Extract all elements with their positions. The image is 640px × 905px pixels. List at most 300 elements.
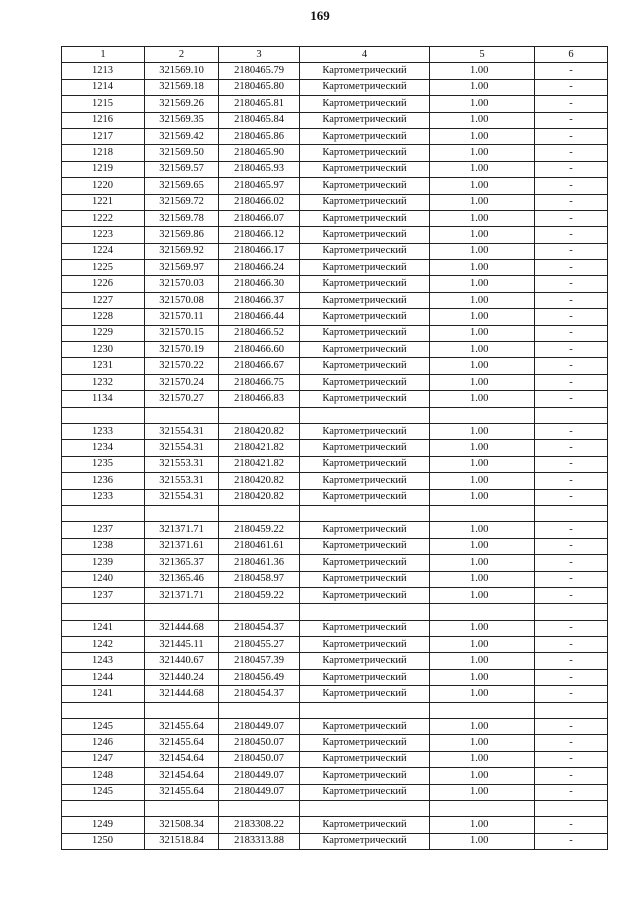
- point-number-cell: 1218: [62, 145, 145, 161]
- description-cell: -: [535, 260, 608, 276]
- point-number-cell: 1240: [62, 571, 145, 587]
- empty-cell: [535, 702, 608, 718]
- empty-cell: [145, 604, 219, 620]
- accuracy-cell: 1.00: [430, 669, 535, 685]
- table-row: [62, 620, 608, 636]
- accuracy-cell: 1.00: [430, 96, 535, 112]
- y-coordinate-cell: 2180466.83: [219, 391, 300, 407]
- method-cell: Картометрический: [300, 325, 430, 341]
- y-coordinate-cell: 2180466.24: [219, 260, 300, 276]
- point-number-cell: 1233: [62, 423, 145, 439]
- column-header: 2: [145, 47, 219, 63]
- accuracy-cell: 1.00: [430, 817, 535, 833]
- x-coordinate-cell: 321570.08: [145, 292, 219, 308]
- description-cell: -: [535, 817, 608, 833]
- empty-cell: [219, 800, 300, 816]
- method-cell: Картометрический: [300, 669, 430, 685]
- table-row: [62, 243, 608, 259]
- y-coordinate-cell: 2180420.82: [219, 489, 300, 505]
- method-cell: Картометрический: [300, 587, 430, 603]
- method-cell: Картометрический: [300, 456, 430, 472]
- point-number-cell: 1249: [62, 817, 145, 833]
- x-coordinate-cell: 321454.64: [145, 768, 219, 784]
- method-cell: Картометрический: [300, 210, 430, 226]
- method-cell: Картометрический: [300, 538, 430, 554]
- method-cell: Картометрический: [300, 145, 430, 161]
- description-cell: -: [535, 538, 608, 554]
- table-row: [62, 292, 608, 308]
- x-coordinate-cell: 321570.15: [145, 325, 219, 341]
- point-number-cell: 1246: [62, 735, 145, 751]
- accuracy-cell: 1.00: [430, 145, 535, 161]
- accuracy-cell: 1.00: [430, 260, 535, 276]
- empty-cell: [430, 604, 535, 620]
- x-coordinate-cell: 321570.11: [145, 309, 219, 325]
- method-cell: Картометрический: [300, 358, 430, 374]
- y-coordinate-cell: 2180466.75: [219, 374, 300, 390]
- table-row: [62, 833, 608, 849]
- method-cell: Картометрический: [300, 473, 430, 489]
- accuracy-cell: 1.00: [430, 243, 535, 259]
- y-coordinate-cell: 2180420.82: [219, 423, 300, 439]
- table-row: [62, 538, 608, 554]
- point-number-cell: 1230: [62, 342, 145, 358]
- y-coordinate-cell: 2180456.49: [219, 669, 300, 685]
- description-cell: -: [535, 194, 608, 210]
- empty-cell: [535, 505, 608, 521]
- method-cell: Картометрический: [300, 489, 430, 505]
- empty-cell: [219, 702, 300, 718]
- y-coordinate-cell: 2180449.07: [219, 784, 300, 800]
- y-coordinate-cell: 2180454.37: [219, 620, 300, 636]
- column-header: 1: [62, 47, 145, 63]
- point-number-cell: 1239: [62, 555, 145, 571]
- table-row: [62, 423, 608, 439]
- table-row: [62, 555, 608, 571]
- description-cell: -: [535, 473, 608, 489]
- table-row: [62, 440, 608, 456]
- empty-cell: [535, 604, 608, 620]
- x-coordinate-cell: 321445.11: [145, 637, 219, 653]
- y-coordinate-cell: 2180459.22: [219, 587, 300, 603]
- point-number-cell: 1237: [62, 522, 145, 538]
- point-number-cell: 1241: [62, 620, 145, 636]
- method-cell: Картометрический: [300, 276, 430, 292]
- point-number-cell: 1244: [62, 669, 145, 685]
- accuracy-cell: 1.00: [430, 768, 535, 784]
- x-coordinate-cell: 321554.31: [145, 489, 219, 505]
- empty-cell: [62, 702, 145, 718]
- table-row: [62, 571, 608, 587]
- description-cell: -: [535, 423, 608, 439]
- x-coordinate-cell: 321569.18: [145, 79, 219, 95]
- x-coordinate-cell: 321570.22: [145, 358, 219, 374]
- accuracy-cell: 1.00: [430, 178, 535, 194]
- empty-cell: [300, 702, 430, 718]
- method-cell: Картометрический: [300, 194, 430, 210]
- table-separator-row: [62, 505, 608, 521]
- description-cell: -: [535, 522, 608, 538]
- description-cell: -: [535, 653, 608, 669]
- empty-cell: [219, 604, 300, 620]
- point-number-cell: 1216: [62, 112, 145, 128]
- table-row: [62, 194, 608, 210]
- method-cell: Картометрический: [300, 555, 430, 571]
- method-cell: Картометрический: [300, 637, 430, 653]
- empty-cell: [300, 407, 430, 423]
- accuracy-cell: 1.00: [430, 620, 535, 636]
- accuracy-cell: 1.00: [430, 325, 535, 341]
- table-row: [62, 145, 608, 161]
- x-coordinate-cell: 321454.64: [145, 751, 219, 767]
- x-coordinate-cell: 321570.24: [145, 374, 219, 390]
- accuracy-cell: 1.00: [430, 555, 535, 571]
- y-coordinate-cell: 2180465.90: [219, 145, 300, 161]
- x-coordinate-cell: 321444.68: [145, 686, 219, 702]
- description-cell: -: [535, 833, 608, 849]
- table-row: [62, 325, 608, 341]
- x-coordinate-cell: 321553.31: [145, 456, 219, 472]
- description-cell: -: [535, 686, 608, 702]
- accuracy-cell: 1.00: [430, 79, 535, 95]
- y-coordinate-cell: 2180466.52: [219, 325, 300, 341]
- method-cell: Картометрический: [300, 260, 430, 276]
- y-coordinate-cell: 2180466.44: [219, 309, 300, 325]
- empty-cell: [430, 800, 535, 816]
- y-coordinate-cell: 2180466.12: [219, 227, 300, 243]
- method-cell: Картометрический: [300, 653, 430, 669]
- description-cell: -: [535, 571, 608, 587]
- x-coordinate-cell: 321553.31: [145, 473, 219, 489]
- description-cell: -: [535, 440, 608, 456]
- table-row: [62, 342, 608, 358]
- accuracy-cell: 1.00: [430, 784, 535, 800]
- table-row: [62, 719, 608, 735]
- point-number-cell: 1242: [62, 637, 145, 653]
- table-row: [62, 489, 608, 505]
- description-cell: -: [535, 719, 608, 735]
- table-row: [62, 309, 608, 325]
- description-cell: -: [535, 227, 608, 243]
- description-cell: -: [535, 735, 608, 751]
- table-row: [62, 178, 608, 194]
- y-coordinate-cell: 2180449.07: [219, 768, 300, 784]
- empty-cell: [430, 407, 535, 423]
- y-coordinate-cell: 2180459.22: [219, 522, 300, 538]
- point-number-cell: 1236: [62, 473, 145, 489]
- x-coordinate-cell: 321371.71: [145, 522, 219, 538]
- method-cell: Картометрический: [300, 227, 430, 243]
- x-coordinate-cell: 321569.86: [145, 227, 219, 243]
- y-coordinate-cell: 2180466.30: [219, 276, 300, 292]
- column-header: 5: [430, 47, 535, 63]
- accuracy-cell: 1.00: [430, 522, 535, 538]
- coordinates-table: [61, 46, 608, 850]
- point-number-cell: 1250: [62, 833, 145, 849]
- accuracy-cell: 1.00: [430, 374, 535, 390]
- method-cell: Картометрический: [300, 63, 430, 79]
- x-coordinate-cell: 321569.10: [145, 63, 219, 79]
- y-coordinate-cell: 2183308.22: [219, 817, 300, 833]
- table-row: [62, 276, 608, 292]
- accuracy-cell: 1.00: [430, 112, 535, 128]
- x-coordinate-cell: 321570.27: [145, 391, 219, 407]
- y-coordinate-cell: 2180465.93: [219, 161, 300, 177]
- accuracy-cell: 1.00: [430, 456, 535, 472]
- description-cell: -: [535, 145, 608, 161]
- table-row: [62, 374, 608, 390]
- method-cell: Картометрический: [300, 784, 430, 800]
- method-cell: Картометрический: [300, 522, 430, 538]
- x-coordinate-cell: 321455.64: [145, 719, 219, 735]
- accuracy-cell: 1.00: [430, 719, 535, 735]
- y-coordinate-cell: 2180455.27: [219, 637, 300, 653]
- method-cell: Картометрический: [300, 571, 430, 587]
- y-coordinate-cell: 2180461.61: [219, 538, 300, 554]
- table-header-row: [62, 47, 608, 63]
- method-cell: Картометрический: [300, 79, 430, 95]
- accuracy-cell: 1.00: [430, 292, 535, 308]
- table-row: [62, 260, 608, 276]
- table-row: [62, 96, 608, 112]
- empty-cell: [62, 505, 145, 521]
- empty-cell: [535, 800, 608, 816]
- table-row: [62, 358, 608, 374]
- x-coordinate-cell: 321554.31: [145, 440, 219, 456]
- point-number-cell: 1234: [62, 440, 145, 456]
- x-coordinate-cell: 321440.24: [145, 669, 219, 685]
- point-number-cell: 1245: [62, 784, 145, 800]
- table-row: [62, 128, 608, 144]
- accuracy-cell: 1.00: [430, 587, 535, 603]
- accuracy-cell: 1.00: [430, 63, 535, 79]
- y-coordinate-cell: 2180466.67: [219, 358, 300, 374]
- x-coordinate-cell: 321444.68: [145, 620, 219, 636]
- y-coordinate-cell: 2180458.97: [219, 571, 300, 587]
- method-cell: Картометрический: [300, 243, 430, 259]
- x-coordinate-cell: 321569.78: [145, 210, 219, 226]
- table-row: [62, 161, 608, 177]
- method-cell: Картометрический: [300, 112, 430, 128]
- method-cell: Картометрический: [300, 178, 430, 194]
- point-number-cell: 1241: [62, 686, 145, 702]
- point-number-cell: 1238: [62, 538, 145, 554]
- table-row: [62, 210, 608, 226]
- point-number-cell: 1235: [62, 456, 145, 472]
- x-coordinate-cell: 321365.37: [145, 555, 219, 571]
- empty-cell: [430, 702, 535, 718]
- x-coordinate-cell: 321570.19: [145, 342, 219, 358]
- point-number-cell: 1215: [62, 96, 145, 112]
- method-cell: Картометрический: [300, 751, 430, 767]
- description-cell: -: [535, 243, 608, 259]
- table-row: [62, 751, 608, 767]
- method-cell: Картометрический: [300, 96, 430, 112]
- description-cell: -: [535, 309, 608, 325]
- point-number-cell: 1243: [62, 653, 145, 669]
- accuracy-cell: 1.00: [430, 473, 535, 489]
- table-row: [62, 587, 608, 603]
- point-number-cell: 1213: [62, 63, 145, 79]
- table-separator-row: [62, 407, 608, 423]
- table-row: [62, 79, 608, 95]
- point-number-cell: 1221: [62, 194, 145, 210]
- point-number-cell: 1237: [62, 587, 145, 603]
- empty-cell: [145, 800, 219, 816]
- description-cell: -: [535, 456, 608, 472]
- accuracy-cell: 1.00: [430, 489, 535, 505]
- table-row: [62, 637, 608, 653]
- table-row: [62, 112, 608, 128]
- accuracy-cell: 1.00: [430, 210, 535, 226]
- description-cell: -: [535, 325, 608, 341]
- method-cell: Картометрический: [300, 423, 430, 439]
- y-coordinate-cell: 2180421.82: [219, 456, 300, 472]
- description-cell: -: [535, 112, 608, 128]
- accuracy-cell: 1.00: [430, 276, 535, 292]
- description-cell: -: [535, 751, 608, 767]
- y-coordinate-cell: 2183313.88: [219, 833, 300, 849]
- table-separator-row: [62, 604, 608, 620]
- empty-cell: [219, 407, 300, 423]
- method-cell: Картометрический: [300, 817, 430, 833]
- x-coordinate-cell: 321554.31: [145, 423, 219, 439]
- y-coordinate-cell: 2180465.80: [219, 79, 300, 95]
- method-cell: Картометрический: [300, 128, 430, 144]
- empty-cell: [62, 800, 145, 816]
- description-cell: -: [535, 489, 608, 505]
- table-row: [62, 784, 608, 800]
- table-row: [62, 227, 608, 243]
- y-coordinate-cell: 2180465.97: [219, 178, 300, 194]
- description-cell: -: [535, 784, 608, 800]
- y-coordinate-cell: 2180457.39: [219, 653, 300, 669]
- description-cell: -: [535, 342, 608, 358]
- accuracy-cell: 1.00: [430, 358, 535, 374]
- y-coordinate-cell: 2180465.86: [219, 128, 300, 144]
- method-cell: Картометрический: [300, 342, 430, 358]
- point-number-cell: 1217: [62, 128, 145, 144]
- x-coordinate-cell: 321569.97: [145, 260, 219, 276]
- y-coordinate-cell: 2180454.37: [219, 686, 300, 702]
- description-cell: -: [535, 374, 608, 390]
- x-coordinate-cell: 321365.46: [145, 571, 219, 587]
- description-cell: -: [535, 391, 608, 407]
- table-row: [62, 817, 608, 833]
- page-number: 169: [310, 8, 330, 23]
- point-number-cell: 1232: [62, 374, 145, 390]
- point-number-cell: 1214: [62, 79, 145, 95]
- table-row: [62, 391, 608, 407]
- x-coordinate-cell: 321371.71: [145, 587, 219, 603]
- x-coordinate-cell: 321569.65: [145, 178, 219, 194]
- y-coordinate-cell: 2180465.81: [219, 96, 300, 112]
- description-cell: -: [535, 178, 608, 194]
- y-coordinate-cell: 2180466.37: [219, 292, 300, 308]
- table-separator-row: [62, 800, 608, 816]
- description-cell: -: [535, 276, 608, 292]
- x-coordinate-cell: 321569.57: [145, 161, 219, 177]
- x-coordinate-cell: 321569.92: [145, 243, 219, 259]
- x-coordinate-cell: 321440.67: [145, 653, 219, 669]
- method-cell: Картометрический: [300, 719, 430, 735]
- y-coordinate-cell: 2180461.36: [219, 555, 300, 571]
- description-cell: -: [535, 128, 608, 144]
- empty-cell: [145, 702, 219, 718]
- empty-cell: [300, 505, 430, 521]
- accuracy-cell: 1.00: [430, 161, 535, 177]
- description-cell: -: [535, 768, 608, 784]
- method-cell: Картометрический: [300, 768, 430, 784]
- accuracy-cell: 1.00: [430, 637, 535, 653]
- description-cell: -: [535, 637, 608, 653]
- method-cell: Картометрический: [300, 161, 430, 177]
- method-cell: Картометрический: [300, 833, 430, 849]
- point-number-cell: 1231: [62, 358, 145, 374]
- table-row: [62, 735, 608, 751]
- y-coordinate-cell: 2180466.02: [219, 194, 300, 210]
- x-coordinate-cell: 321569.72: [145, 194, 219, 210]
- accuracy-cell: 1.00: [430, 440, 535, 456]
- x-coordinate-cell: 321518.84: [145, 833, 219, 849]
- method-cell: Картометрический: [300, 686, 430, 702]
- point-number-cell: 1229: [62, 325, 145, 341]
- empty-cell: [62, 604, 145, 620]
- empty-cell: [219, 505, 300, 521]
- x-coordinate-cell: 321371.61: [145, 538, 219, 554]
- x-coordinate-cell: 321569.26: [145, 96, 219, 112]
- accuracy-cell: 1.00: [430, 423, 535, 439]
- x-coordinate-cell: 321570.03: [145, 276, 219, 292]
- y-coordinate-cell: 2180450.07: [219, 751, 300, 767]
- x-coordinate-cell: 321569.42: [145, 128, 219, 144]
- accuracy-cell: 1.00: [430, 833, 535, 849]
- empty-cell: [300, 800, 430, 816]
- y-coordinate-cell: 2180466.60: [219, 342, 300, 358]
- description-cell: -: [535, 555, 608, 571]
- description-cell: -: [535, 358, 608, 374]
- y-coordinate-cell: 2180465.84: [219, 112, 300, 128]
- point-number-cell: 1226: [62, 276, 145, 292]
- x-coordinate-cell: 321508.34: [145, 817, 219, 833]
- column-header: 4: [300, 47, 430, 63]
- accuracy-cell: 1.00: [430, 391, 535, 407]
- accuracy-cell: 1.00: [430, 653, 535, 669]
- table-row: [62, 669, 608, 685]
- point-number-cell: 1227: [62, 292, 145, 308]
- accuracy-cell: 1.00: [430, 227, 535, 243]
- description-cell: -: [535, 587, 608, 603]
- table-row: [62, 63, 608, 79]
- accuracy-cell: 1.00: [430, 342, 535, 358]
- table-row: [62, 653, 608, 669]
- table-row: [62, 473, 608, 489]
- point-number-cell: 1134: [62, 391, 145, 407]
- table-row: [62, 686, 608, 702]
- accuracy-cell: 1.00: [430, 309, 535, 325]
- description-cell: -: [535, 63, 608, 79]
- column-header: 6: [535, 47, 608, 63]
- table-body: [62, 47, 608, 850]
- description-cell: -: [535, 79, 608, 95]
- y-coordinate-cell: 2180420.82: [219, 473, 300, 489]
- method-cell: Картометрический: [300, 391, 430, 407]
- x-coordinate-cell: 321455.64: [145, 784, 219, 800]
- empty-cell: [300, 604, 430, 620]
- point-number-cell: 1245: [62, 719, 145, 735]
- accuracy-cell: 1.00: [430, 751, 535, 767]
- table-row: [62, 768, 608, 784]
